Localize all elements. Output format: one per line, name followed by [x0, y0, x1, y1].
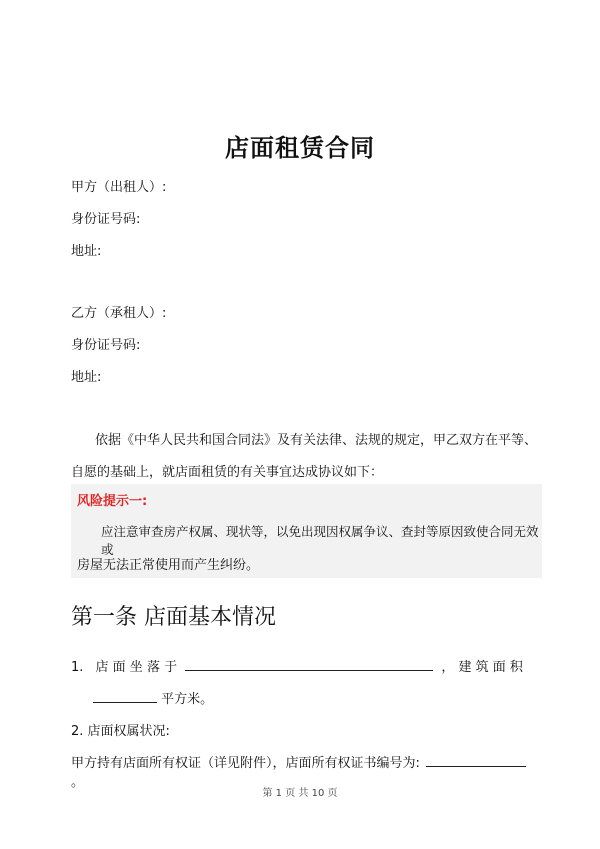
- location-blank: [185, 670, 433, 671]
- risk-notice-line-1: 应注意审查房产权属、现状等，以免出现因权属争议、查封等原因致使合同无效或: [101, 524, 539, 557]
- party-b-label: 乙方（承租人）:: [71, 306, 167, 321]
- item-1-area-label: ， 建 筑 面 积: [441, 660, 523, 675]
- party-a-id-label: 身份证号码:: [71, 212, 141, 227]
- item-1-line-1: [71, 656, 541, 675]
- document-title: 店面租赁合同: [225, 134, 375, 162]
- risk-notice-line-2: 房屋无法正常使用而产生纠纷。: [77, 558, 260, 573]
- area-unit: 平方米。: [161, 692, 214, 707]
- risk-notice-box: [71, 484, 542, 578]
- item-1-line-2: [93, 688, 213, 707]
- item-1-number: 1.: [71, 660, 84, 675]
- page-number-footer: 第 1 页 共 10 页: [262, 788, 338, 799]
- section-1-title: 第一条 店面基本情况: [71, 605, 276, 630]
- risk-notice-title: 风险提示一:: [77, 494, 148, 509]
- party-b-address-label: 地址:: [71, 370, 102, 385]
- certificate-number-blank: [426, 766, 526, 767]
- area-blank: [93, 702, 157, 703]
- item-2-end: 。: [71, 775, 85, 790]
- party-a-label: 甲方（出租人）:: [71, 180, 167, 195]
- intro-line-2: 自愿的基础上，就店面租赁的有关事宜达成协议如下：: [71, 465, 384, 480]
- intro-line-1: 依据《中华人民共和国合同法》及有关法律、法规的规定，甲乙双方在平等、: [95, 433, 538, 448]
- item-2-title: 2. 店面权属状况:: [71, 724, 170, 739]
- item-2-text: 甲方持有店面所有权证（详见附件），店面所有权证书编号为:: [71, 756, 420, 771]
- party-b-id-label: 身份证号码:: [71, 338, 141, 353]
- item-1-location-label: 店 面 坐 落 于: [95, 660, 178, 675]
- party-a-address-label: 地址:: [71, 244, 102, 259]
